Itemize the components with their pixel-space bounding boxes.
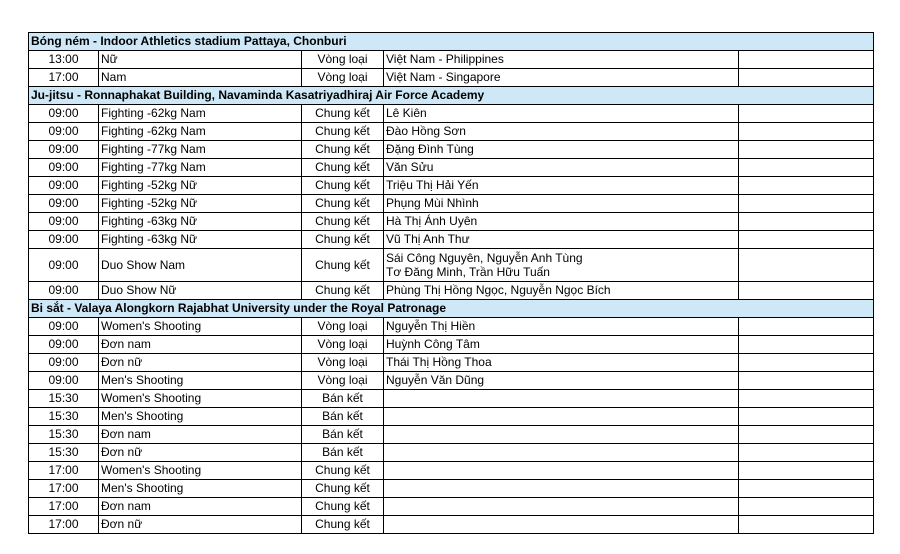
table-row	[29, 141, 874, 159]
notes-cell	[739, 462, 874, 480]
athletes-cell	[384, 336, 739, 354]
notes-cell	[739, 249, 874, 282]
notes-cell	[739, 516, 874, 534]
notes-cell	[739, 69, 874, 87]
table-row	[29, 177, 874, 195]
time-cell: 09:00	[29, 213, 99, 231]
time-cell: 09:00	[29, 318, 99, 336]
athlete-name: Huỳnh Công Tâm	[386, 337, 480, 351]
event-cell: Men's Shooting	[99, 408, 302, 426]
table-row	[29, 195, 874, 213]
event-cell: Đơn nữ	[99, 354, 302, 372]
time-cell: 09:00	[29, 141, 99, 159]
notes-cell	[739, 408, 874, 426]
athlete-name: Thái Thị Hồng Thoa	[386, 355, 492, 369]
athlete-name: Việt Nam - Philippines	[386, 52, 504, 66]
athletes-cell	[384, 444, 739, 462]
athletes-cell	[384, 141, 739, 159]
athletes-cell	[384, 354, 739, 372]
table-row	[29, 498, 874, 516]
stage-cell: Vòng loại	[302, 354, 384, 372]
table-row	[29, 480, 874, 498]
athletes-cell	[384, 516, 739, 534]
athletes-cell	[384, 177, 739, 195]
athlete-name: Nguyễn Thị Hiền	[386, 319, 476, 333]
table-row	[29, 426, 874, 444]
table-row	[29, 69, 874, 87]
stage-cell: Bán kết	[302, 444, 384, 462]
table-row	[29, 282, 874, 300]
notes-cell	[739, 213, 874, 231]
table-row	[29, 372, 874, 390]
notes-cell	[739, 177, 874, 195]
athlete-name: Đặng Đình Tùng	[386, 142, 474, 156]
time-cell: 17:00	[29, 516, 99, 534]
event-cell: Women's Shooting	[99, 318, 302, 336]
stage-cell: Chung kết	[302, 498, 384, 516]
table-row	[29, 123, 874, 141]
notes-cell	[739, 426, 874, 444]
athlete-name: Hà Thị Ánh Uyên	[386, 214, 478, 228]
notes-cell	[739, 123, 874, 141]
time-cell: 15:30	[29, 426, 99, 444]
time-cell: 09:00	[29, 105, 99, 123]
table-row	[29, 249, 874, 282]
time-cell: 09:00	[29, 354, 99, 372]
event-cell: Duo Show Nữ	[99, 282, 302, 300]
athletes-cell	[384, 51, 739, 69]
table-row	[29, 462, 874, 480]
event-cell: Đơn nữ	[99, 516, 302, 534]
event-cell: Fighting -63kg Nữ	[99, 231, 302, 249]
athlete-name: Việt Nam - Singapore	[386, 70, 501, 84]
section-title: Bi sắt - Valaya Alongkorn Rajabhat University under the Royal Patronage	[29, 300, 874, 318]
notes-cell	[739, 354, 874, 372]
athletes-cell	[384, 480, 739, 498]
table-row	[29, 336, 874, 354]
time-cell: 09:00	[29, 195, 99, 213]
event-cell: Đơn nữ	[99, 444, 302, 462]
table-row	[29, 51, 874, 69]
stage-cell: Vòng loại	[302, 69, 384, 87]
time-cell: 17:00	[29, 498, 99, 516]
event-cell: Women's Shooting	[99, 390, 302, 408]
notes-cell	[739, 372, 874, 390]
stage-cell: Vòng loại	[302, 372, 384, 390]
notes-cell	[739, 390, 874, 408]
time-cell: 15:30	[29, 408, 99, 426]
time-cell: 09:00	[29, 231, 99, 249]
event-cell: Fighting -52kg Nữ	[99, 195, 302, 213]
event-cell: Fighting -62kg Nam	[99, 105, 302, 123]
stage-cell: Chung kết	[302, 195, 384, 213]
event-cell: Women's Shooting	[99, 462, 302, 480]
athlete-name: Đào Hồng Sơn	[386, 124, 466, 138]
time-cell: 09:00	[29, 336, 99, 354]
stage-cell: Chung kết	[302, 462, 384, 480]
section-header	[29, 33, 874, 51]
event-cell: Fighting -63kg Nữ	[99, 213, 302, 231]
notes-cell	[739, 105, 874, 123]
time-cell: 09:00	[29, 282, 99, 300]
time-cell: 09:00	[29, 177, 99, 195]
section-title: Bóng ném - Indoor Athletics stadium Pattaya, Chonburi	[29, 33, 874, 51]
athletes-cell	[384, 498, 739, 516]
athletes-cell	[384, 159, 739, 177]
athletes-cell	[384, 231, 739, 249]
athletes-cell	[384, 213, 739, 231]
athletes-cell	[384, 69, 739, 87]
event-cell: Fighting -62kg Nam	[99, 123, 302, 141]
notes-cell	[739, 159, 874, 177]
athletes-cell	[384, 249, 739, 282]
stage-cell: Chung kết	[302, 159, 384, 177]
athlete-name: Triệu Thị Hải Yến	[386, 178, 479, 192]
notes-cell	[739, 498, 874, 516]
stage-cell: Bán kết	[302, 426, 384, 444]
athletes-cell	[384, 408, 739, 426]
athletes-cell	[384, 390, 739, 408]
time-cell: 09:00	[29, 159, 99, 177]
notes-cell	[739, 51, 874, 69]
time-cell: 09:00	[29, 372, 99, 390]
time-cell: 15:30	[29, 390, 99, 408]
event-cell: Fighting -52kg Nữ	[99, 177, 302, 195]
athletes-cell	[384, 426, 739, 444]
time-cell: 17:00	[29, 480, 99, 498]
event-cell: Duo Show Nam	[99, 249, 302, 282]
time-cell: 15:30	[29, 444, 99, 462]
stage-cell: Chung kết	[302, 282, 384, 300]
athlete-name: Tơ Đăng Minh, Trần Hữu Tuấn	[386, 265, 550, 279]
table-row	[29, 318, 874, 336]
time-cell: 13:00	[29, 51, 99, 69]
event-cell: Fighting -77kg Nam	[99, 159, 302, 177]
stage-cell: Chung kết	[302, 249, 384, 282]
table-row	[29, 408, 874, 426]
table-row	[29, 444, 874, 462]
section-title: Ju-jitsu - Ronnaphakat Building, Navaminda Kasatriyadhiraj Air Force Academy	[29, 87, 874, 105]
time-cell: 09:00	[29, 249, 99, 282]
stage-cell: Chung kết	[302, 480, 384, 498]
notes-cell	[739, 318, 874, 336]
table-row	[29, 105, 874, 123]
athletes-cell	[384, 123, 739, 141]
athlete-name: Phùng Thị Hồng Ngọc, Nguyễn Ngọc Bích	[386, 283, 611, 297]
event-cell: Men's Shooting	[99, 372, 302, 390]
notes-cell	[739, 231, 874, 249]
schedule-sheet	[28, 32, 873, 534]
stage-cell: Chung kết	[302, 213, 384, 231]
table-row	[29, 516, 874, 534]
notes-cell	[739, 336, 874, 354]
event-cell: Đơn nam	[99, 498, 302, 516]
stage-cell: Vòng loại	[302, 51, 384, 69]
time-cell: 17:00	[29, 462, 99, 480]
stage-cell: Bán kết	[302, 390, 384, 408]
table-row	[29, 354, 874, 372]
athletes-cell	[384, 318, 739, 336]
athlete-name: Phụng Mùi Nhình	[386, 196, 479, 210]
athlete-name: Sái Công Nguyên, Nguyễn Anh Tùng	[386, 251, 583, 265]
stage-cell: Chung kết	[302, 105, 384, 123]
notes-cell	[739, 141, 874, 159]
time-cell: 09:00	[29, 123, 99, 141]
table-row	[29, 159, 874, 177]
athletes-cell	[384, 282, 739, 300]
section-header	[29, 300, 874, 318]
event-cell: Nam	[99, 69, 302, 87]
time-cell: 17:00	[29, 69, 99, 87]
athletes-cell	[384, 195, 739, 213]
schedule-table	[28, 32, 874, 534]
stage-cell: Chung kết	[302, 231, 384, 249]
athlete-name: Nguyễn Văn Dũng	[386, 373, 485, 387]
athlete-name: Văn Sửu	[386, 160, 434, 174]
stage-cell: Chung kết	[302, 177, 384, 195]
event-cell: Men's Shooting	[99, 480, 302, 498]
stage-cell: Bán kết	[302, 408, 384, 426]
stage-cell: Vòng loại	[302, 318, 384, 336]
stage-cell: Chung kết	[302, 516, 384, 534]
event-cell: Fighting -77kg Nam	[99, 141, 302, 159]
stage-cell: Chung kết	[302, 123, 384, 141]
event-cell: Đơn nam	[99, 336, 302, 354]
stage-cell: Chung kết	[302, 141, 384, 159]
table-row	[29, 231, 874, 249]
notes-cell	[739, 195, 874, 213]
table-row	[29, 390, 874, 408]
section-header	[29, 87, 874, 105]
athletes-cell	[384, 105, 739, 123]
table-row	[29, 213, 874, 231]
notes-cell	[739, 444, 874, 462]
notes-cell	[739, 480, 874, 498]
event-cell: Nữ	[99, 51, 302, 69]
stage-cell: Vòng loại	[302, 336, 384, 354]
athlete-name: Vũ Thị Anh Thư	[386, 232, 470, 246]
athletes-cell	[384, 462, 739, 480]
athletes-cell	[384, 372, 739, 390]
event-cell: Đơn nam	[99, 426, 302, 444]
notes-cell	[739, 282, 874, 300]
schedule-body	[29, 33, 874, 534]
athlete-name: Lê Kiên	[386, 106, 427, 120]
